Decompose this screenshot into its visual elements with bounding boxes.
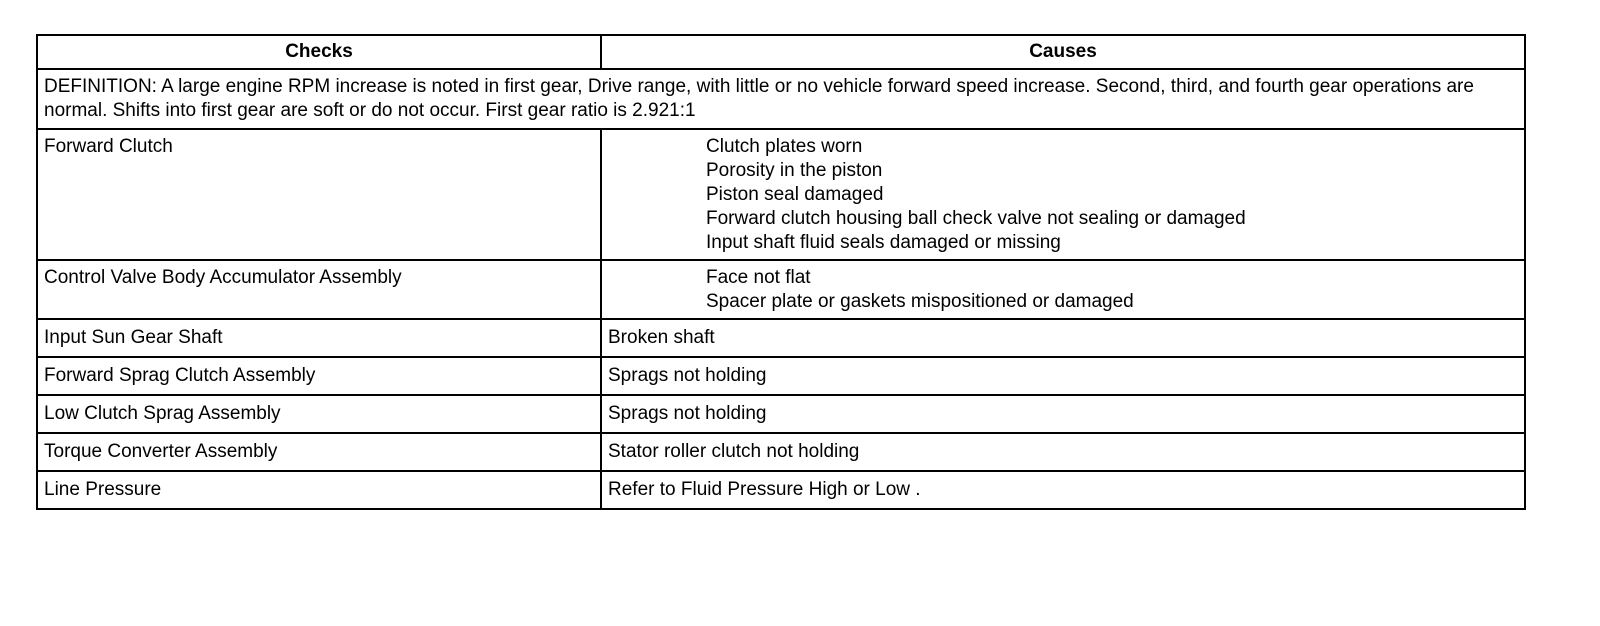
cause-list [608,135,1518,255]
table-row [37,433,1525,471]
cause-cell: Stator roller clutch not holding [601,433,1525,471]
table-row [37,260,1525,319]
check-cell: Line Pressure [37,471,601,509]
table-row [37,319,1525,357]
table-row [37,357,1525,395]
cause-cell: Refer to Fluid Pressure High or Low . [601,471,1525,509]
check-cell: Input Sun Gear Shaft [37,319,601,357]
table-row [37,471,1525,509]
check-cell: Control Valve Body Accumulator Assembly [37,260,601,319]
definition-text: DEFINITION: A large engine RPM increase is noted in first gear, Drive range, with little or no vehicle forward speed increase. Second, third, and fourth gear operations are normal. Shifts into first gear are soft or do not occur. First gear ratio is 2.921:1 [37,69,1525,129]
check-cell: Low Clutch Sprag Assembly [37,395,601,433]
check-cell: Forward Clutch [37,129,601,260]
cause-item: Porosity in the piston [706,160,883,181]
cause-cell: Sprags not holding [601,395,1525,433]
cause-item: Input shaft fluid seals damaged or missing [706,232,1061,253]
check-cell: Torque Converter Assembly [37,433,601,471]
table-row [37,395,1525,433]
header-checks: Checks [37,35,601,69]
cause-item: Clutch plates worn [706,136,863,157]
diagnosis-table-container [36,34,1524,510]
definition-row [37,69,1525,129]
cause-cell: Sprags not holding [601,357,1525,395]
cause-cell: Broken shaft [601,319,1525,357]
cause-item: Forward clutch housing ball check valve not sealing or damaged [706,208,1246,229]
cause-item: Spacer plate or gaskets mispositioned or damaged [706,291,1134,312]
header-causes: Causes [601,35,1525,69]
causes-cell [601,129,1525,260]
cause-item: Face not flat [706,267,811,288]
causes-cell [601,260,1525,319]
header-row [37,35,1525,69]
check-cell: Forward Sprag Clutch Assembly [37,357,601,395]
cause-item: Piston seal damaged [706,184,884,205]
cause-list [608,266,1518,314]
diagnosis-table [36,34,1526,510]
table-row [37,129,1525,260]
